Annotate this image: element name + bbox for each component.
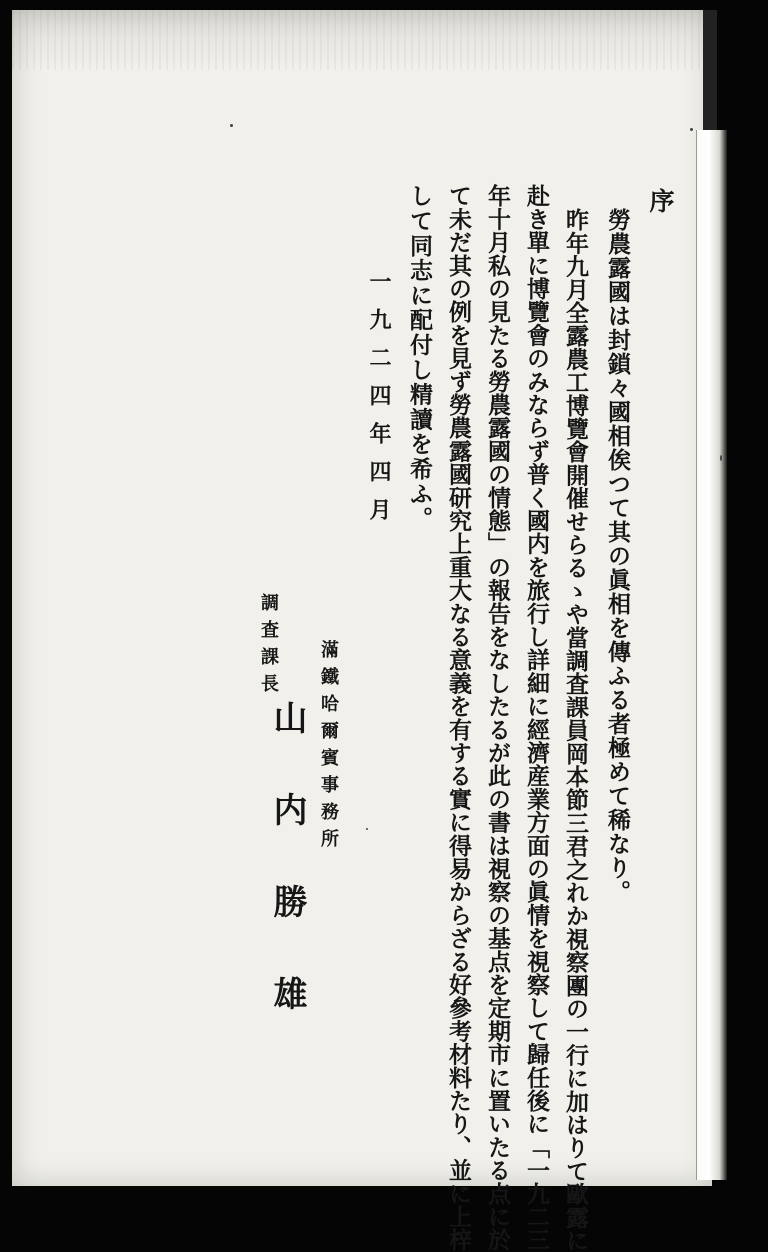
- page-edge-shadow: [703, 10, 717, 135]
- paragraph-line: 年十月私の見たる勞農露國の情態」の報告をなしたるが此の書は視察の基点を定期市に置いたる点に於: [484, 184, 511, 1252]
- scan-speck: [230, 124, 233, 127]
- author-name: 山内勝雄: [267, 700, 307, 1068]
- preface-date: 一九二四年四月: [366, 270, 392, 536]
- organization-name: 滿鐵哈爾賓事務所: [318, 640, 339, 856]
- book-gutter-edge: [696, 130, 727, 1180]
- paragraph-line: 昨年九月全露農工博覽會開催せらるゝや當調査課員岡本節三君之れか視察團の一行に加はりて歐露に: [562, 208, 589, 1252]
- paragraph-line: 赴き單に博覽會のみならず普く國内を旅行し詳細に經濟産業方面の眞情を視察して歸任後に「一九二三: [523, 184, 550, 1252]
- preface-heading: 序: [646, 188, 675, 214]
- scan-speck: [690, 128, 693, 131]
- paragraph-line: 勞農露國は封鎖々國相俟つて其の眞相を傳ふる者極めて稀なり。: [604, 208, 631, 904]
- paragraph-line: て未だ其の例を見ず勞農露國研究上重大なる意義を有する實に得易からざる好參考材料たり、並に上梓: [445, 184, 472, 1252]
- scan-speck: [720, 455, 722, 461]
- author-title: 調査課長: [258, 593, 279, 701]
- paragraph-line: して同志に配付し精讀を希ふ。: [406, 184, 433, 532]
- scan-speck: [366, 828, 368, 830]
